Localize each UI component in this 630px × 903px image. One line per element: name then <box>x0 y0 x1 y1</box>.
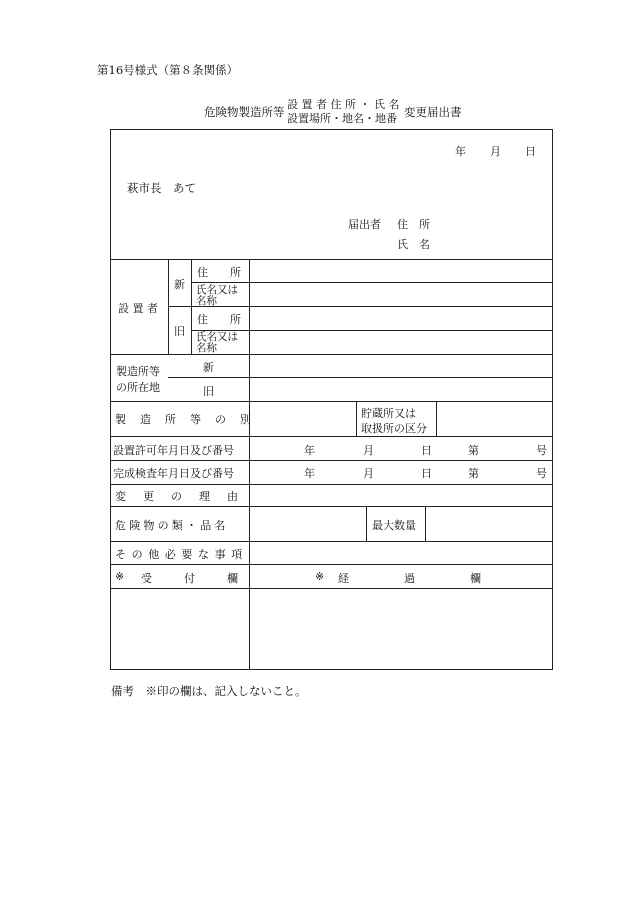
applicant-address-label: 住 所 <box>397 218 430 231</box>
permit-go: 号 <box>536 444 547 457</box>
storage-category-label-2: 取扱所の区分 <box>361 422 427 435</box>
installer-old-address-label: 住 所 <box>197 313 241 326</box>
other-label: その他必要な事項 <box>115 548 248 561</box>
inspection-go: 号 <box>536 467 547 480</box>
remarks: 備考 ※印の欄は、記入しないこと。 <box>111 684 307 698</box>
installer-new: 新 <box>174 278 185 291</box>
reason-label: 変更の理由 <box>115 490 255 503</box>
date-year: 年 <box>455 145 466 158</box>
progress-mark: ※ <box>315 570 325 583</box>
permit-month: 月 <box>363 444 374 457</box>
installer-new-name-label-1: 氏名又は <box>196 284 238 296</box>
progress-label: 経過欄 <box>338 572 536 585</box>
installer-new-name-label-2: 名称 <box>196 295 217 307</box>
title-right: 変更届出書 <box>404 105 462 119</box>
permit-day: 日 <box>421 444 432 457</box>
max-quantity-label: 最大数量 <box>372 519 416 532</box>
location-new: 新 <box>203 361 214 374</box>
permit-year: 年 <box>304 444 315 457</box>
hazmat-label: 危険物の類・品名 <box>115 519 229 532</box>
form-number: 第16号様式（第８条関係） <box>97 63 239 77</box>
storage-category-label-1: 貯蔵所又は <box>361 407 416 420</box>
addressee: 萩市長 あて <box>127 181 196 195</box>
location-label-1: 製造所等 <box>116 365 160 378</box>
applicant-label: 届出者 <box>348 218 381 231</box>
title-left: 危険物製造所等 <box>204 105 285 119</box>
applicant-name-label: 氏 名 <box>397 238 430 251</box>
installer-label: 設 置 者 <box>118 302 158 315</box>
reception-label: 受付欄 <box>141 572 270 585</box>
installer-old-name-label-2: 名称 <box>196 342 217 354</box>
reception-mark: ※ <box>115 570 125 583</box>
inspection-day: 日 <box>421 467 432 480</box>
installer-old-name-label-1: 氏名又は <box>196 331 238 343</box>
location-old: 旧 <box>203 385 214 398</box>
title-upper: 設 置 者 住 所 ・ 氏 名 <box>287 98 400 111</box>
title-lower: 設置場所・地名・地番 <box>287 112 397 125</box>
date-day: 日 <box>525 145 536 158</box>
facility-type-label: 製造所等の別 <box>115 413 265 426</box>
permit-no: 第 <box>468 444 479 457</box>
inspection-year: 年 <box>304 467 315 480</box>
inspection-month: 月 <box>363 467 374 480</box>
inspection-label: 完成検査年月日及び番号 <box>113 467 234 480</box>
inspection-no: 第 <box>468 467 479 480</box>
location-label-2: の所在地 <box>116 381 160 394</box>
installer-old: 旧 <box>174 325 185 338</box>
installer-new-address-label: 住 所 <box>197 266 241 279</box>
date-month: 月 <box>490 145 501 158</box>
permit-label: 設置許可年月日及び番号 <box>113 444 234 457</box>
